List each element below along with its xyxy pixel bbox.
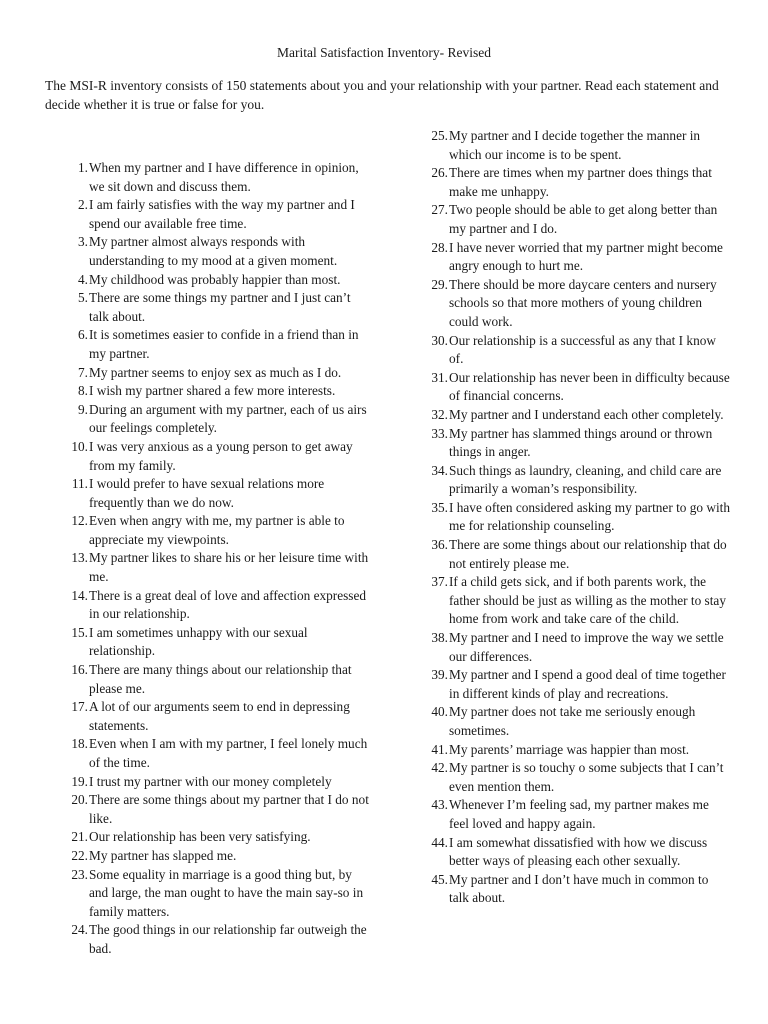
item-number: 7. — [78, 364, 88, 380]
item-number: 17. — [71, 699, 88, 715]
item-number: 11. — [71, 476, 88, 492]
list-item — [58, 512, 370, 549]
statement-list-left — [58, 159, 370, 959]
item-number: 21. — [71, 829, 88, 845]
item-number: 41. — [431, 741, 448, 757]
list-item — [418, 332, 730, 369]
list-item — [58, 549, 370, 586]
list-item — [418, 369, 730, 406]
item-number: 25. — [431, 128, 448, 143]
list-item — [58, 661, 370, 698]
item-text: Whenever I’m feeling sad, my partner makes me feel loved and happy again. — [449, 797, 709, 831]
item-number: 30. — [431, 332, 448, 348]
item-number: 20. — [71, 792, 88, 808]
item-number: 28. — [431, 239, 448, 255]
item-text: Our relationship has been very satisfying. — [89, 829, 311, 845]
item-number: 5. — [78, 290, 88, 306]
list-item — [58, 382, 370, 401]
item-text: Two people should be able to get along better than my partner and I do. — [449, 202, 718, 236]
list-item — [418, 536, 730, 573]
list-item — [58, 624, 370, 661]
list-item — [418, 462, 730, 499]
item-number: 37. — [431, 574, 448, 590]
item-number: 16. — [71, 662, 88, 678]
item-number: 13. — [71, 550, 88, 566]
item-text: My partner has slapped me. — [89, 847, 237, 863]
list-item — [58, 159, 370, 196]
list-item — [418, 201, 730, 238]
item-number: 42. — [431, 760, 448, 776]
item-number: 24. — [71, 922, 88, 938]
item-text: I am fairly satisfies with the way my partner and I spend our available free time. — [89, 197, 355, 231]
item-text: My partner is so touchy o some subjects that I can’t even mention them. — [449, 760, 724, 794]
item-number: 22. — [71, 847, 88, 863]
list-item — [58, 233, 370, 270]
item-number: 19. — [71, 773, 88, 789]
item-number: 18. — [71, 736, 88, 752]
item-number: 2. — [78, 197, 88, 213]
list-item — [418, 629, 730, 666]
item-number: 33. — [431, 425, 448, 441]
list-item — [418, 573, 730, 629]
list-item — [58, 866, 370, 922]
item-number: 12. — [71, 513, 88, 529]
list-item — [58, 847, 370, 866]
item-text: My partner has slammed things around or thrown things in anger. — [449, 425, 713, 460]
item-text: I have often considered asking my partner to go with me for relationship counseling. — [449, 499, 731, 534]
item-text: The good things in our relationship far outweigh the bad. — [89, 922, 367, 956]
item-text: My partner and I need to improve the way we settle our differences. — [449, 630, 724, 664]
item-text: There should be more daycare centers and nursery schools so that more mothers of young children could work. — [449, 276, 717, 329]
item-number: 29. — [431, 276, 448, 292]
list-item — [418, 759, 730, 796]
item-number: 26. — [431, 165, 448, 181]
item-text: My partner almost always responds with understanding to my mood at a given moment. — [89, 234, 338, 268]
item-number: 4. — [78, 271, 88, 287]
list-item — [418, 834, 730, 871]
list-item — [58, 475, 370, 512]
item-text: My parents’ marriage was happier than most. — [449, 741, 690, 757]
item-number: 27. — [431, 202, 448, 218]
item-text: Our relationship has never been in difficulty because of financial concerns. — [449, 369, 730, 404]
item-number: 45. — [431, 871, 448, 887]
page-title: Marital Satisfaction Inventory- Revised — [276, 45, 492, 60]
list-item — [418, 276, 730, 332]
item-text: Even when angry with me, my partner is able to appreciate my viewpoints. — [89, 513, 345, 547]
item-text: If a child gets sick, and if both parents work, the father should be just as willing as the mother to stay home from work and take care of the child. — [449, 574, 726, 627]
list-item — [418, 871, 730, 908]
item-number: 44. — [431, 834, 448, 850]
list-item — [418, 164, 730, 201]
list-item — [58, 326, 370, 363]
item-number: 32. — [431, 406, 448, 422]
item-text: There is a great deal of love and affection expressed in our relationship. — [89, 587, 367, 622]
item-number: 40. — [431, 704, 448, 720]
item-number: 31. — [431, 369, 448, 385]
item-text: During an argument with my partner, each of us airs our feelings completely. — [89, 401, 367, 436]
list-item — [58, 401, 370, 438]
item-text: Our relationship is a successful as any that I know of. — [449, 332, 716, 367]
item-text: Even when I am with my partner, I feel lonely much of the time. — [89, 736, 368, 770]
item-text: My partner and I don’t have much in common to talk about. — [449, 871, 709, 906]
item-text: A lot of our arguments seem to end in depressing statements. — [89, 699, 350, 733]
list-item — [418, 499, 730, 536]
list-item — [58, 773, 370, 792]
item-text: My partner and I understand each other completely. — [449, 406, 724, 422]
item-number: 10. — [71, 438, 88, 454]
item-text: My partner likes to share his or her leisure time with me. — [89, 550, 369, 585]
item-number: 36. — [431, 537, 448, 553]
item-text: I would prefer to have sexual relations more frequently than we do now. — [89, 476, 325, 510]
item-number: 14. — [71, 587, 88, 603]
item-text: I have never worried that my partner might become angry enough to hurt me. — [449, 239, 723, 274]
item-text: I wish my partner shared a few more interests. — [89, 383, 336, 399]
item-text: There are times when my partner does things that make me unhappy. — [449, 165, 712, 199]
item-text: My partner and I spend a good deal of time together in different kinds of play and recreations. — [449, 667, 726, 701]
item-number: 39. — [431, 667, 448, 683]
list-item — [418, 666, 730, 703]
item-text: It is sometimes easier to confide in a friend than in my partner. — [89, 327, 359, 361]
item-text: When my partner and I have difference in opinion, we sit down and discuss them. — [89, 160, 359, 194]
item-number: 35. — [431, 499, 448, 515]
item-text: There are some things my partner and I just can’t talk about. — [89, 290, 351, 324]
item-number: 38. — [431, 630, 448, 646]
list-item — [58, 791, 370, 828]
list-item — [58, 364, 370, 383]
list-item — [418, 406, 730, 425]
item-number: 6. — [78, 327, 88, 343]
item-text: My childhood was probably happier than most. — [89, 271, 341, 287]
list-item — [58, 438, 370, 475]
item-text: I am sometimes unhappy with our sexual relationship. — [89, 624, 308, 659]
item-number: 23. — [71, 866, 88, 882]
item-text: There are many things about our relationship that please me. — [89, 662, 352, 696]
item-text: My partner seems to enjoy sex as much as I do. — [89, 364, 342, 380]
list-item — [418, 703, 730, 740]
list-item — [418, 741, 730, 760]
item-text: Some equality in marriage is a good thing but, by and large, the man ought to have the main say-so in family matters. — [89, 866, 364, 919]
list-item — [58, 828, 370, 847]
item-text: My partner does not take me seriously enough sometimes. — [449, 704, 696, 738]
list-item — [58, 698, 370, 735]
item-text: Such things as laundry, cleaning, and child care are primarily a woman’s responsibility. — [449, 462, 722, 497]
item-text: I was very anxious as a young person to get away from my family. — [89, 438, 353, 473]
list-item — [58, 587, 370, 624]
item-number: 15. — [71, 624, 88, 640]
item-text: There are some things about my partner that I do not like. — [89, 792, 369, 826]
item-number: 34. — [431, 462, 448, 478]
item-number: 1. — [78, 160, 88, 175]
statement-list-right — [418, 127, 730, 908]
list-item — [418, 239, 730, 276]
item-number: 43. — [431, 797, 448, 813]
item-text: My partner and I decide together the manner in which our income is to be spent. — [449, 128, 701, 162]
list-item — [58, 289, 370, 326]
intro-paragraph: The MSI-R inventory consists of 150 statements about you and your relationship with your partner. Read each statement and decide whether it is true or false for you. — [45, 78, 719, 112]
list-item — [418, 127, 730, 164]
item-text: There are some things about our relationship that do not entirely please me. — [449, 537, 727, 571]
item-text: I am somewhat dissatisfied with how we discuss better ways of pleasing each other sexually. — [449, 834, 708, 869]
list-item — [418, 425, 730, 462]
list-item — [58, 735, 370, 772]
list-item — [58, 196, 370, 233]
list-item — [58, 921, 370, 958]
list-item — [418, 796, 730, 833]
item-number: 3. — [78, 234, 88, 250]
item-number: 8. — [78, 383, 88, 399]
item-text: I trust my partner with our money completely — [89, 773, 332, 789]
list-item — [58, 271, 370, 290]
item-number: 9. — [78, 401, 88, 417]
